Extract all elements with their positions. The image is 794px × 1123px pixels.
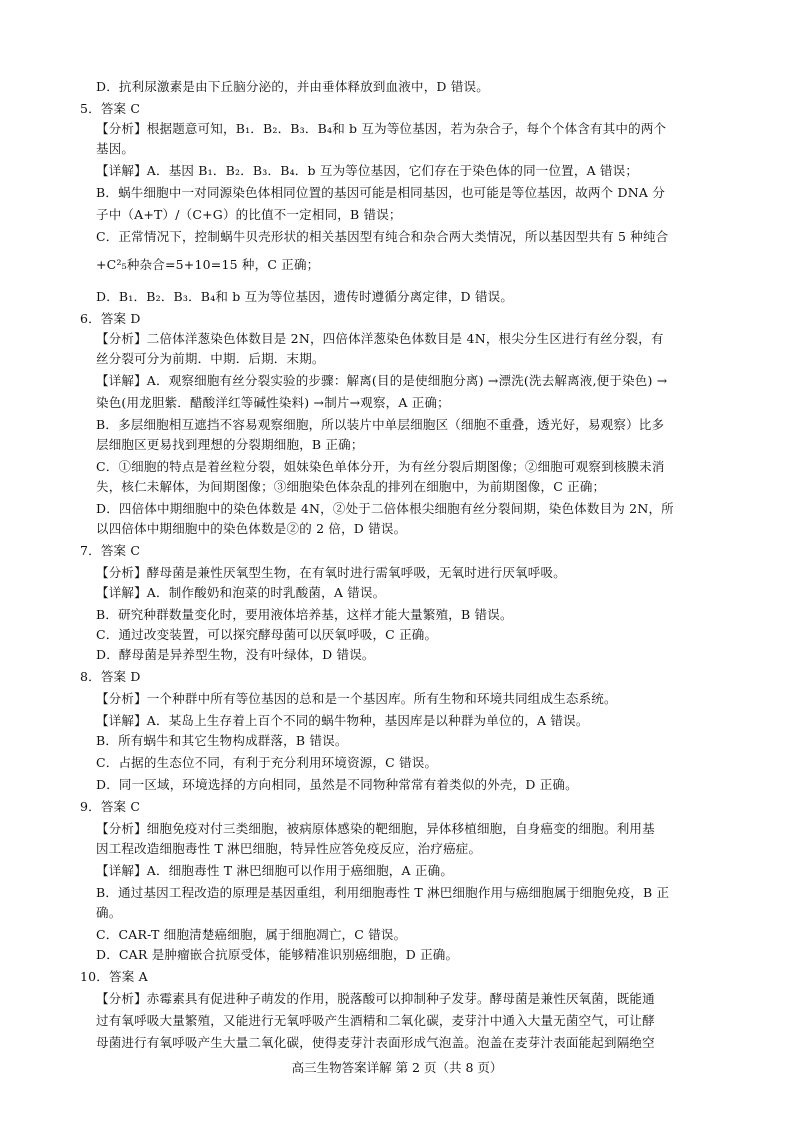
text-line: D．四倍体中期细胞中的染色体数是 4N，②处于二倍体根尖细胞有丝分裂间期，染色体数目为 2N，所 — [96, 501, 674, 516]
text-line: D．CAR 是肿瘤嵌合抗原受体，能够精准识别癌细胞，D 正确。 — [96, 947, 459, 962]
text-line: D．抗利尿激素是由下丘脑分泌的，并由垂体释放到血液中，D 错误。 — [96, 79, 489, 94]
page-footer: 高三生物答案详解 第 2 页（共 8 页） — [291, 1060, 503, 1075]
answer-heading: 6．答案 D — [80, 311, 141, 326]
text-line: D．酵母菌是异养型生物，没有叶绿体，D 错误。 — [96, 647, 375, 662]
text-line: 染色(用龙胆紫．醋酸洋红等碱性染料) →制片→观察，A 正确； — [96, 395, 450, 410]
answer-heading: 8．答案 D — [80, 669, 141, 684]
text-line: C．①细胞的特点是着丝粒分裂，姐妹染色单体分开，为有丝分裂后期图像；②细胞可观察到核膜未消 — [96, 459, 665, 474]
text-line: 子中（A+T）/（C+G）的比值不一定相同，B 错误； — [96, 207, 402, 222]
text-line: C．占据的生态位不同，有利于充分利用环境资源，C 错误。 — [96, 755, 438, 770]
text-line: B．多层细胞相互遮挡不容易观察细胞，所以装片中单层细胞区（细胞不重叠，透光好，易观察）比多 — [96, 417, 665, 432]
text-line: D．同一区域，环境选择的方向相同，虽然是不同物种常常有着类似的外壳，D 正确。 — [96, 777, 578, 792]
text-line: 过有氧呼吸大量繁殖，又能进行无氧呼吸产生酒精和二氧化碳，麦芽汁中通入大量无菌空气，可让酵 — [96, 1013, 655, 1028]
text-line: 层细胞区更易找到理想的分裂期细胞，B 正确； — [96, 437, 364, 452]
text-line: 因工程改造细胞毒性 T 淋巴细胞，特异性应答免疫反应，治疗癌症。 — [96, 841, 482, 856]
text-line: 【详解】A．制作酸奶和泡菜的时乳酸菌，A 错误。 — [96, 585, 386, 600]
text-line: 【详解】A．细胞毒性 T 淋巴细胞可以作用于癌细胞，A 正确。 — [96, 863, 454, 878]
answer-heading: 7．答案 C — [80, 543, 141, 558]
text-line: B．研究种群数量变化时，要用液体培养基，这样才能大量繁殖，B 错误。 — [96, 607, 513, 622]
text-line: 母菌进行有氧呼吸产生大量二氧化碳，使得麦芽汁表面形成气泡盖。泡盖在麦芽汁表面能起到隔绝空 — [96, 1035, 655, 1050]
text-line: C．CAR-T 细胞清楚癌细胞，属于细胞凋亡，C 错误。 — [96, 927, 407, 942]
text-line: B．蜗牛细胞中一对同源染色体相同位置的基因可能是相同基因，也可能是等位基因，故两个 DNA 分 — [96, 185, 666, 200]
text-line: 丝分裂可分为前期．中期．后期．末期。 — [96, 351, 325, 366]
answer-heading: 5．答案 C — [80, 101, 141, 116]
text-line: 【详解】A．基因 B₁．B₂．B₃．B₄．b 互为等位基因，它们存在于染色体的同一位置，A 错误； — [96, 163, 639, 178]
text-line: 确。 — [96, 905, 122, 920]
text-line: 【分析】一个种群中所有等位基因的总和是一个基因库。所有生物和环境共同组成生态系统。 — [96, 691, 617, 706]
text-line: +C²₅种杂合=5+10=15 种，C 正确； — [96, 257, 320, 272]
text-line: 【分析】根据题意可知，B₁．B₂．B₃．B₄和 b 互为等位基因，若为杂合子，每个个体含有其中的两个 — [96, 121, 667, 136]
text-line: 基因。 — [96, 141, 135, 156]
text-line: C．正常情况下，控制蜗牛贝壳形状的相关基因型有纯合和杂合两大类情况，所以基因型共有 5 种纯合 — [96, 229, 669, 244]
text-line: 【分析】细胞免疫对付三类细胞，被病原体感染的靶细胞，异体移植细胞，自身癌变的细胞。利用基 — [96, 821, 655, 836]
text-line: D．B₁．B₂．B₃．B₄和 b 互为等位基因，遗传时遵循分离定律，D 错误。 — [96, 289, 514, 304]
text-line: 以四倍体中期细胞中的染色体数是②的 2 倍，D 错误。 — [96, 521, 407, 536]
text-line: 【详解】A．观察细胞有丝分裂实验的步骤：解离(目的是使细胞分离) →漂洗(洗去解离液,便于染色) → — [96, 373, 668, 388]
text-line: 失，核仁未解体，为间期图像；③细胞染色体杂乱的排列在细胞中，为前期图像，C 正确； — [96, 479, 606, 494]
text-line: 【详解】A．某岛上生存着上百个不同的蜗牛物种，基因库是以种群为单位的，A 错误。 — [96, 713, 589, 728]
text-line: B．通过基因工程改造的原理是基因重组，利用细胞毒性 T 淋巴细胞作用与癌细胞属于细胞免疫，B 正 — [96, 885, 670, 900]
text-line: B．所有蜗牛和其它生物构成群落，B 错误。 — [96, 733, 348, 748]
text-line: 【分析】酵母菌是兼性厌氧型生物，在有氧时进行需氧呼吸，无氧时进行厌氧呼吸。 — [96, 565, 566, 580]
text-line: 【分析】赤霉素具有促进种子萌发的作用，脱落酸可以抑制种子发芽。酵母菌是兼性厌氧菌，既能通 — [96, 991, 655, 1006]
text-line: C．通过改变装置，可以探究酵母菌可以厌氧呼吸，C 正确。 — [96, 627, 438, 642]
text-line: 【分析】二倍体洋葱染色体数目是 2N，四倍体洋葱染色体数目是 4N，根尖分生区进行有丝分裂，有 — [96, 331, 664, 346]
answer-heading: 9．答案 C — [80, 799, 141, 814]
answer-heading: 10．答案 A — [80, 969, 148, 984]
